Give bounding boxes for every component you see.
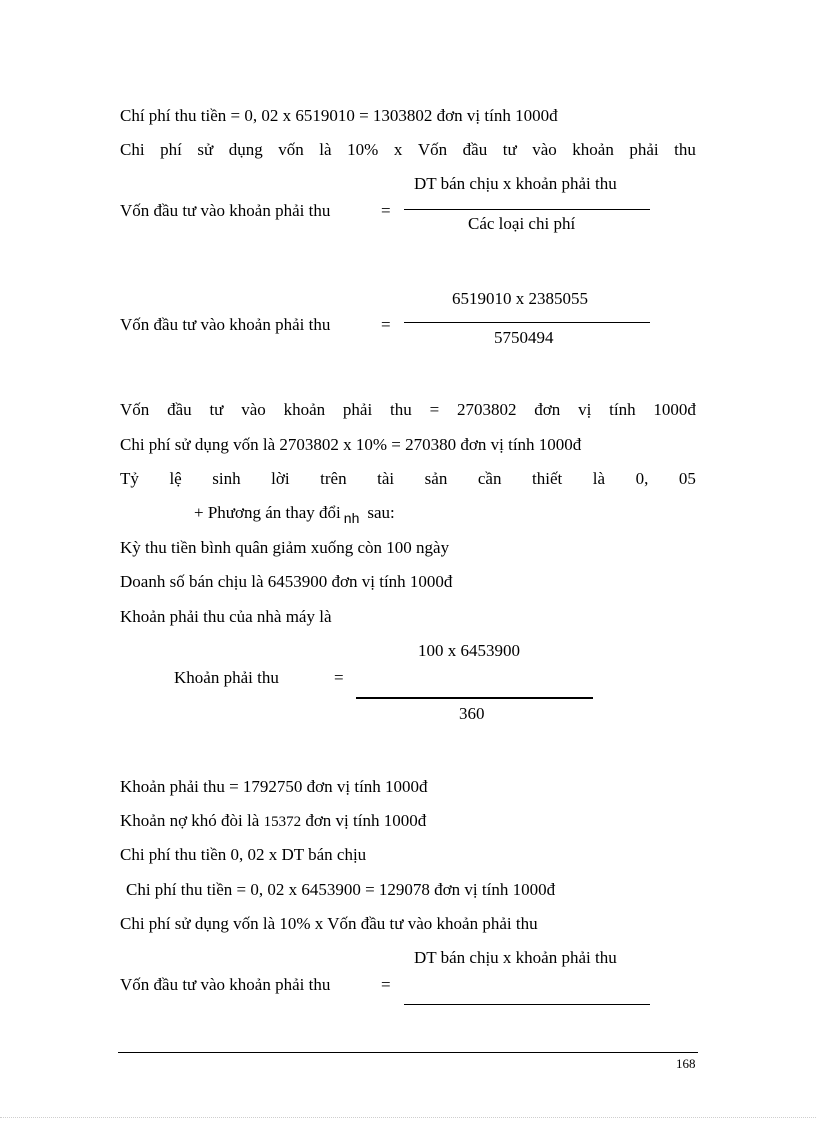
word: tài [377, 469, 395, 488]
capital-cost-formula-line: Chi phí sử dụng vốn là 10% x Vốn đầu tư vào khoản phải thu [120, 914, 538, 933]
word: 2703802 [456, 400, 517, 419]
word: sản [424, 469, 448, 488]
word: tư [209, 400, 224, 419]
page-bottom-dotted-border [0, 1117, 816, 1118]
word: phải [629, 140, 659, 159]
formula4-left-label: Vốn đầu tư vào khoản phải thu [120, 975, 331, 994]
word: Vốn [120, 400, 150, 419]
formula4-equals: = [381, 975, 391, 994]
word: đầu [462, 140, 488, 159]
formula3-numerator: 100 x 6453900 [418, 641, 520, 660]
word: tư [502, 140, 517, 159]
word: Tỷ [120, 469, 139, 488]
formula3-denominator: 360 [459, 704, 485, 723]
formula2-left-label: Vốn đầu tư vào khoản phải thu [120, 315, 331, 334]
formula2-equals: = [381, 315, 391, 334]
word: 1000đ [653, 400, 696, 419]
formula2-denominator: 5750494 [494, 328, 554, 347]
word: dụng [228, 140, 263, 159]
formula3-fraction-bar [356, 697, 593, 699]
word: phí [160, 140, 182, 159]
credit-sales-line: Doanh số bán chịu là 6453900 đơn vị tính 1000đ [120, 572, 453, 591]
capital-cost-result-line: Chi phí sử dụng vốn là 2703802 x 10% = 270380 đơn vị tính 1000đ [120, 435, 582, 454]
word: vào [241, 400, 266, 419]
word: đơn [534, 400, 561, 419]
option-change-heading [194, 503, 395, 526]
word: = [429, 400, 440, 419]
word: là [592, 469, 606, 488]
formula4-fraction-bar [404, 1004, 650, 1005]
formula3-equals: = [334, 668, 344, 687]
word: phải [342, 400, 373, 419]
formula4-numerator: DT bán chịu x khoản phải thu [414, 948, 617, 967]
option-change-subscript: nh [343, 510, 360, 526]
page-number: 168 [676, 1056, 696, 1071]
word: tính [609, 400, 636, 419]
footer-divider [118, 1052, 698, 1053]
capital-cost-line [120, 140, 696, 160]
word: x [393, 140, 403, 159]
formula1-denominator: Các loại chi phí [468, 214, 576, 233]
receivables-intro-line: Khoản phải thu của nhà máy là [120, 607, 332, 626]
option-change-end: sau: [367, 503, 395, 522]
word: sinh [212, 469, 241, 488]
formula1-left-label: Vốn đầu tư vào khoản phải thu [120, 201, 331, 220]
bad-debt-unit: đơn vị tính 1000đ [305, 811, 427, 830]
word: thiết [532, 469, 563, 488]
bad-debt-value: 15372 [263, 814, 302, 830]
bad-debt-label: Khoản nợ khó đòi là [120, 811, 260, 830]
collection-cost-result-line: Chi phí thu tiền = 0, 02 x 6453900 = 129078 đơn vị tính 1000đ [126, 880, 556, 899]
word: Vốn [417, 140, 448, 159]
word: lời [271, 469, 290, 488]
word: cần [477, 469, 502, 488]
word: lệ [169, 469, 182, 488]
formula1-numerator: DT bán chịu x khoản phải thu [414, 174, 617, 193]
option-change-text: + Phương án thay đổi [194, 503, 341, 522]
formula3-left-label: Khoản phải thu [174, 668, 279, 687]
formula2-fraction-bar [404, 322, 650, 323]
word: vào [532, 140, 557, 159]
formula1-equals: = [381, 201, 391, 220]
word: khoản [572, 140, 614, 159]
receivables-result-line: Khoản phải thu = 1792750 đơn vị tính 1000đ [120, 777, 428, 796]
formula2-numerator: 6519010 x 2385055 [452, 289, 588, 308]
collection-period-line: Kỳ thu tiền bình quân giảm xuống còn 100 ngày [120, 538, 450, 557]
word: vốn [278, 140, 304, 159]
word: 05 [678, 469, 696, 488]
investment-result-line [120, 400, 696, 420]
word: trên [320, 469, 347, 488]
word: sử [197, 140, 214, 159]
formula1-fraction-bar [404, 209, 650, 210]
word: Chi [120, 140, 145, 159]
profit-rate-line [120, 469, 696, 489]
word: thu [390, 400, 412, 419]
word: thu [674, 140, 696, 159]
word: 10% [347, 140, 379, 159]
word: là [319, 140, 332, 159]
word: đầu [167, 400, 192, 419]
collection-cost-line: Chí phí thu tiền = 0, 02 x 6519010 = 1303802 đơn vị tính 1000đ [120, 106, 558, 125]
word: 0, [635, 469, 649, 488]
word: vị [578, 400, 592, 419]
collection-cost-formula-line: Chi phí thu tiền 0, 02 x DT bán chịu [120, 845, 367, 864]
bad-debt-line [120, 811, 426, 832]
word: khoản [283, 400, 326, 419]
